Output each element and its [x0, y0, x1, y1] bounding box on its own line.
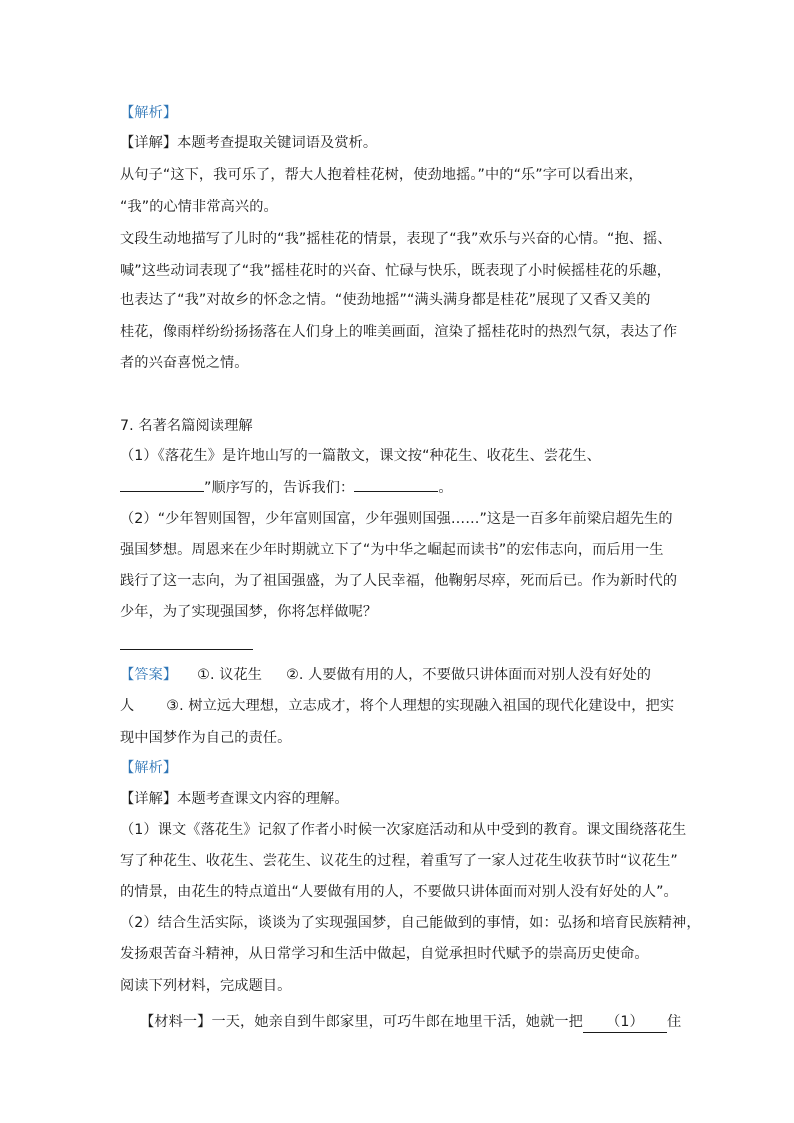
explanation-line: （1）课文《落花生》记叙了作者小时候一次家庭活动和从中受到的教育。课文围绕落花生 — [120, 822, 687, 838]
answer-label: 【答案】 — [120, 667, 178, 683]
question-line: （1）《落花生》是许地山写的一篇散文，课文按“种花生、收花生、尝花生、 — [120, 448, 601, 464]
explanation-line: 的情景，由花生的特点道出“人要做有用的人，不要做只讲体面而对别人没有好处的人”。 — [120, 884, 678, 900]
question-line: 少年，为了实现强国梦，你将怎样做呢？ — [120, 604, 378, 620]
paragraph-line: 桂花，像雨样纷纷扬扬落在人们身上的唯美画面，渲染了摇桂花时的热烈气氛，表达了作 — [120, 324, 678, 340]
question-text: 。 — [438, 480, 453, 496]
analysis-label: 【解析】 — [120, 760, 178, 776]
instruction-line: 阅读下列材料，完成题目。 — [120, 978, 292, 994]
explanation-line: 写了种花生、收花生、尝花生、议花生的过程，着重写了一家人过花生收获节时“议花生” — [120, 853, 678, 869]
answer-blank: （1） — [583, 1012, 667, 1033]
question-title: 7. 名著名篇阅读理解 — [120, 418, 253, 434]
answer-item: ③. 树立远大理想，立志成才，将个人理想的实现融入祖国的现代化建设中，把实 — [166, 698, 675, 714]
paragraph-line: 从句子“这下，我可乐了，帮大人抱着桂花树，使劲地摇。”中的“乐”字可以看出来， — [120, 167, 643, 183]
divider — [120, 649, 253, 650]
answer-item: ①. 议花生 — [197, 667, 263, 683]
answer-text: 人 — [120, 698, 135, 714]
explanation-line: 发扬艰苦奋斗精神，从日常学习和生活中做起，自觉承担时代赋予的崇高历史使命。 — [120, 946, 649, 962]
question-text: ”顺序写的，告诉我们： — [204, 480, 355, 496]
question-line: 践行了这一志向，为了祖国强盛，为了人民幸福，他鞠躬尽瘁，死而后已。作为新时代的 — [120, 573, 678, 589]
question-line — [120, 477, 453, 498]
material-label: 【材料一】 — [140, 1014, 212, 1030]
detail-heading: 【详解】本题考查提取关键词语及赏析。 — [120, 135, 378, 151]
material-line — [140, 1012, 681, 1033]
answer-item: ②. 人要做有用的人，不要做只讲体面而对别人没有好处的 — [286, 667, 652, 683]
paragraph-line: “我”的心情非常高兴的。 — [120, 199, 278, 215]
analysis-label: 【解析】 — [120, 105, 178, 121]
paragraph-line: 者的兴奋喜悦之情。 — [120, 355, 249, 371]
question-line: 强国梦想。周恩来在少年时期就立下了“为中华之崛起而读书”的宏伟志向，而后用一生 — [120, 542, 664, 558]
detail-heading: 【详解】本题考查课文内容的理解。 — [120, 791, 349, 807]
explanation-line: （2）结合生活实际，谈谈为了实现强国梦，自己能做到的事情，如：弘扬和培育民族精神， — [120, 915, 701, 931]
paragraph-line: 喊”这些动词表现了“我”摇桂花时的兴奋、忙碌与快乐，既表现了小时候摇桂花的乐趣， — [120, 263, 671, 279]
paragraph-line: 文段生动地描写了儿时的“我”摇桂花的情景，表现了“我”欢乐与兴奋的心情。“抱、摇、 — [120, 231, 672, 247]
material-text: 住 — [666, 1014, 682, 1030]
answer-line — [120, 696, 674, 716]
answer-blank — [120, 477, 204, 492]
paragraph-line: 也表达了“我”对故乡的怀念之情。“使劲地摇”“满头满身都是桂花”展现了又香又美的 — [120, 292, 651, 308]
material-text: 一天，她亲自到牛郎家里，可巧牛郎在地里干活，她就一把 — [211, 1014, 583, 1030]
answer-line — [120, 665, 651, 685]
answer-blank — [354, 477, 438, 492]
question-line: （2）“少年智则国智，少年富则国富，少年强则国强……”这是一百多年前梁启超先生的 — [120, 511, 673, 527]
answer-line: 现中国梦作为自己的责任。 — [120, 730, 292, 746]
